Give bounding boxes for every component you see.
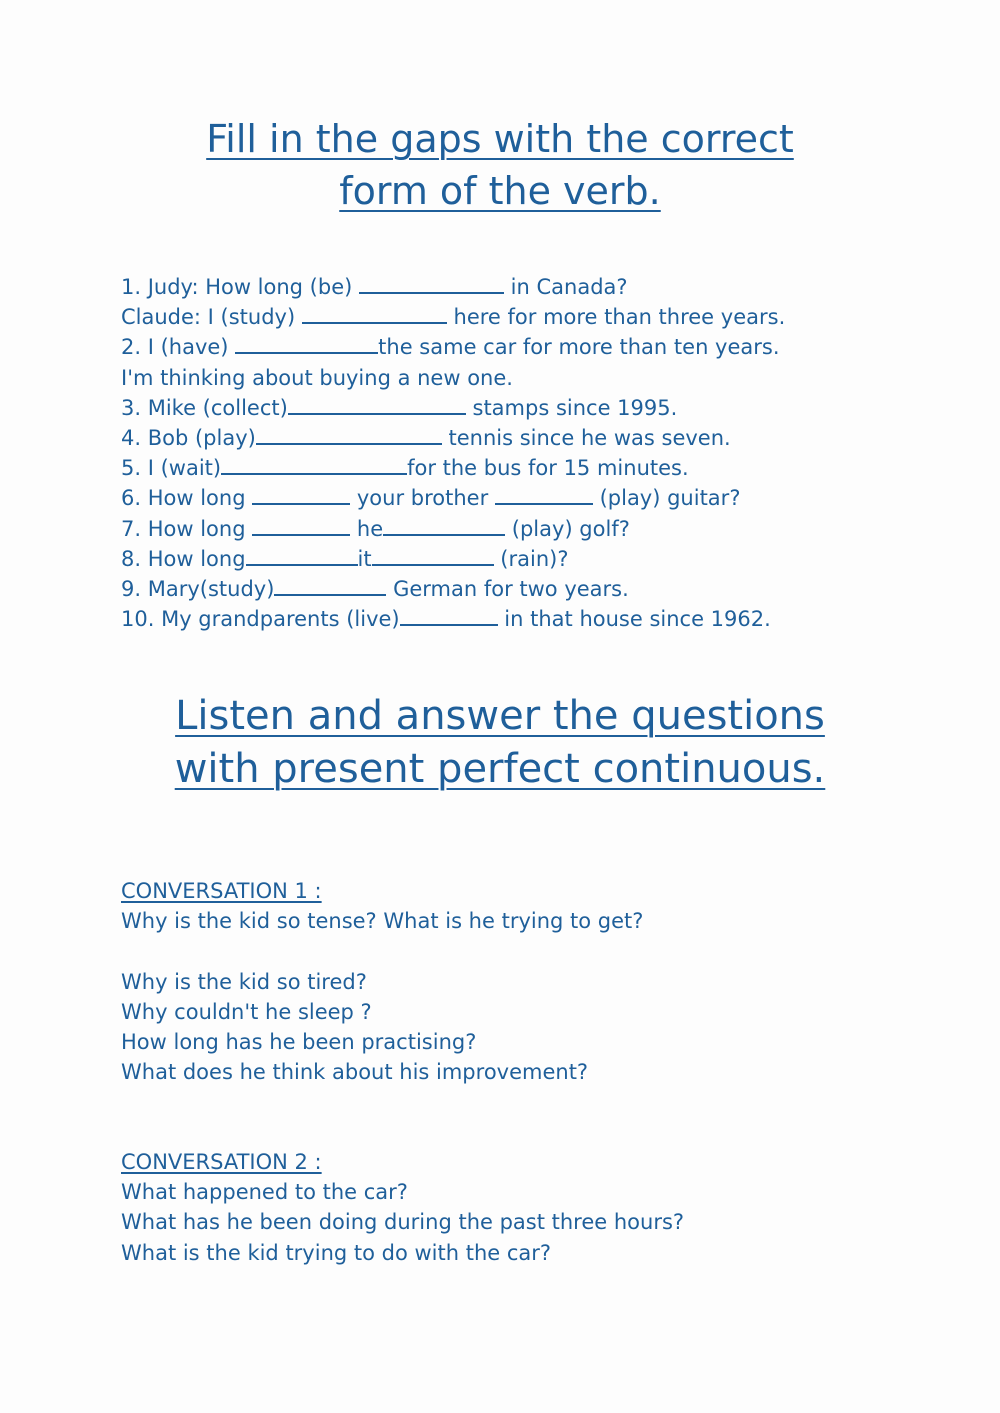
question: What is the kid trying to do with the car?	[121, 1240, 552, 1265]
answer-blank[interactable]	[235, 332, 378, 354]
exercise-line	[121, 544, 941, 574]
answer-blank[interactable]	[359, 272, 504, 294]
line-text: he	[350, 516, 384, 541]
exercise1-title	[0, 113, 1000, 217]
line-text: 6. How long	[121, 486, 253, 511]
line-text: tennis since he was seven.	[441, 425, 731, 450]
answer-blank[interactable]	[246, 544, 358, 566]
line-text: 2. I (have)	[121, 335, 236, 360]
question: Why couldn't he sleep ?	[121, 999, 372, 1024]
conversation-2	[121, 1147, 684, 1268]
exercise-line	[121, 272, 941, 302]
line-text: here for more than three years.	[446, 305, 786, 330]
line-text: in Canada?	[504, 275, 628, 299]
answer-blank[interactable]	[383, 514, 505, 536]
exercise-line	[121, 483, 941, 513]
line-text: I'm thinking about buying a new one.	[121, 365, 513, 390]
exercise-line	[121, 393, 941, 423]
exercise-line	[121, 423, 941, 453]
answer-blank[interactable]	[252, 514, 350, 536]
exercise-line	[121, 332, 941, 362]
line-text: 1. Judy: How long (be)	[121, 275, 359, 299]
exercise-line	[121, 604, 941, 634]
conversation-1	[121, 876, 643, 1087]
exercise2-title-line1: Listen and answer the questions	[175, 693, 825, 739]
exercise-line	[121, 363, 941, 393]
answer-blank[interactable]	[495, 483, 593, 505]
line-text: for the bus for 15 minutes.	[407, 456, 689, 481]
fill-in-exercise	[121, 272, 941, 634]
line-text: 10. My grandparents (live)	[121, 607, 400, 632]
question: What does he think about his improvement?	[121, 1060, 589, 1085]
line-text: 5. I (wait)	[121, 456, 222, 481]
exercise1-title-line1: Fill in the gaps with the correct	[206, 117, 794, 161]
line-text: your brother	[350, 486, 495, 511]
exercise2-title	[0, 690, 1000, 796]
question: Why is the kid so tired?	[121, 969, 367, 994]
answer-blank[interactable]	[256, 423, 442, 445]
exercise-line	[121, 302, 941, 332]
line-text: stamps since 1995.	[465, 395, 678, 420]
question: Why is the kid so tense? What is he trying to get?	[121, 909, 644, 934]
question: What has he been doing during the past three hours?	[121, 1210, 685, 1235]
line-text: in that house since 1962.	[497, 607, 771, 632]
line-text: 3. Mike (collect)	[121, 395, 288, 420]
line-text: Claude: I (study)	[121, 305, 302, 330]
question: How long has he been practising?	[121, 1030, 477, 1054]
line-text: 4. Bob (play)	[121, 425, 256, 450]
answer-blank[interactable]	[372, 544, 494, 566]
line-text: 9. Mary(study)	[121, 576, 275, 601]
line-text: German for two years.	[386, 576, 629, 601]
answer-blank[interactable]	[288, 393, 466, 415]
answer-blank[interactable]	[221, 453, 407, 475]
exercise-line	[121, 514, 941, 544]
answer-blank[interactable]	[302, 302, 447, 324]
exercise-line	[121, 453, 941, 483]
answer-blank[interactable]	[252, 483, 350, 505]
question: What happened to the car?	[121, 1180, 408, 1205]
exercise2-title-line2: with present perfect continuous.	[174, 746, 826, 792]
line-text: the same car for more than ten years.	[378, 335, 780, 360]
line-text: (play) golf?	[505, 516, 630, 541]
answer-blank[interactable]	[400, 604, 498, 626]
conversation-2-heading: CONVERSATION 2 :	[121, 1150, 322, 1174]
exercise-line	[121, 574, 941, 604]
line-text: (play) guitar?	[592, 486, 741, 511]
line-text: it	[357, 546, 372, 571]
line-text: (rain)?	[493, 546, 569, 571]
line-text: 7. How long	[121, 516, 253, 541]
spacer	[121, 936, 643, 966]
conversation-1-heading: CONVERSATION 1 :	[121, 879, 322, 903]
answer-blank[interactable]	[274, 574, 386, 596]
exercise1-title-line2: form of the verb.	[339, 169, 661, 213]
line-text: 8. How long	[121, 546, 246, 571]
